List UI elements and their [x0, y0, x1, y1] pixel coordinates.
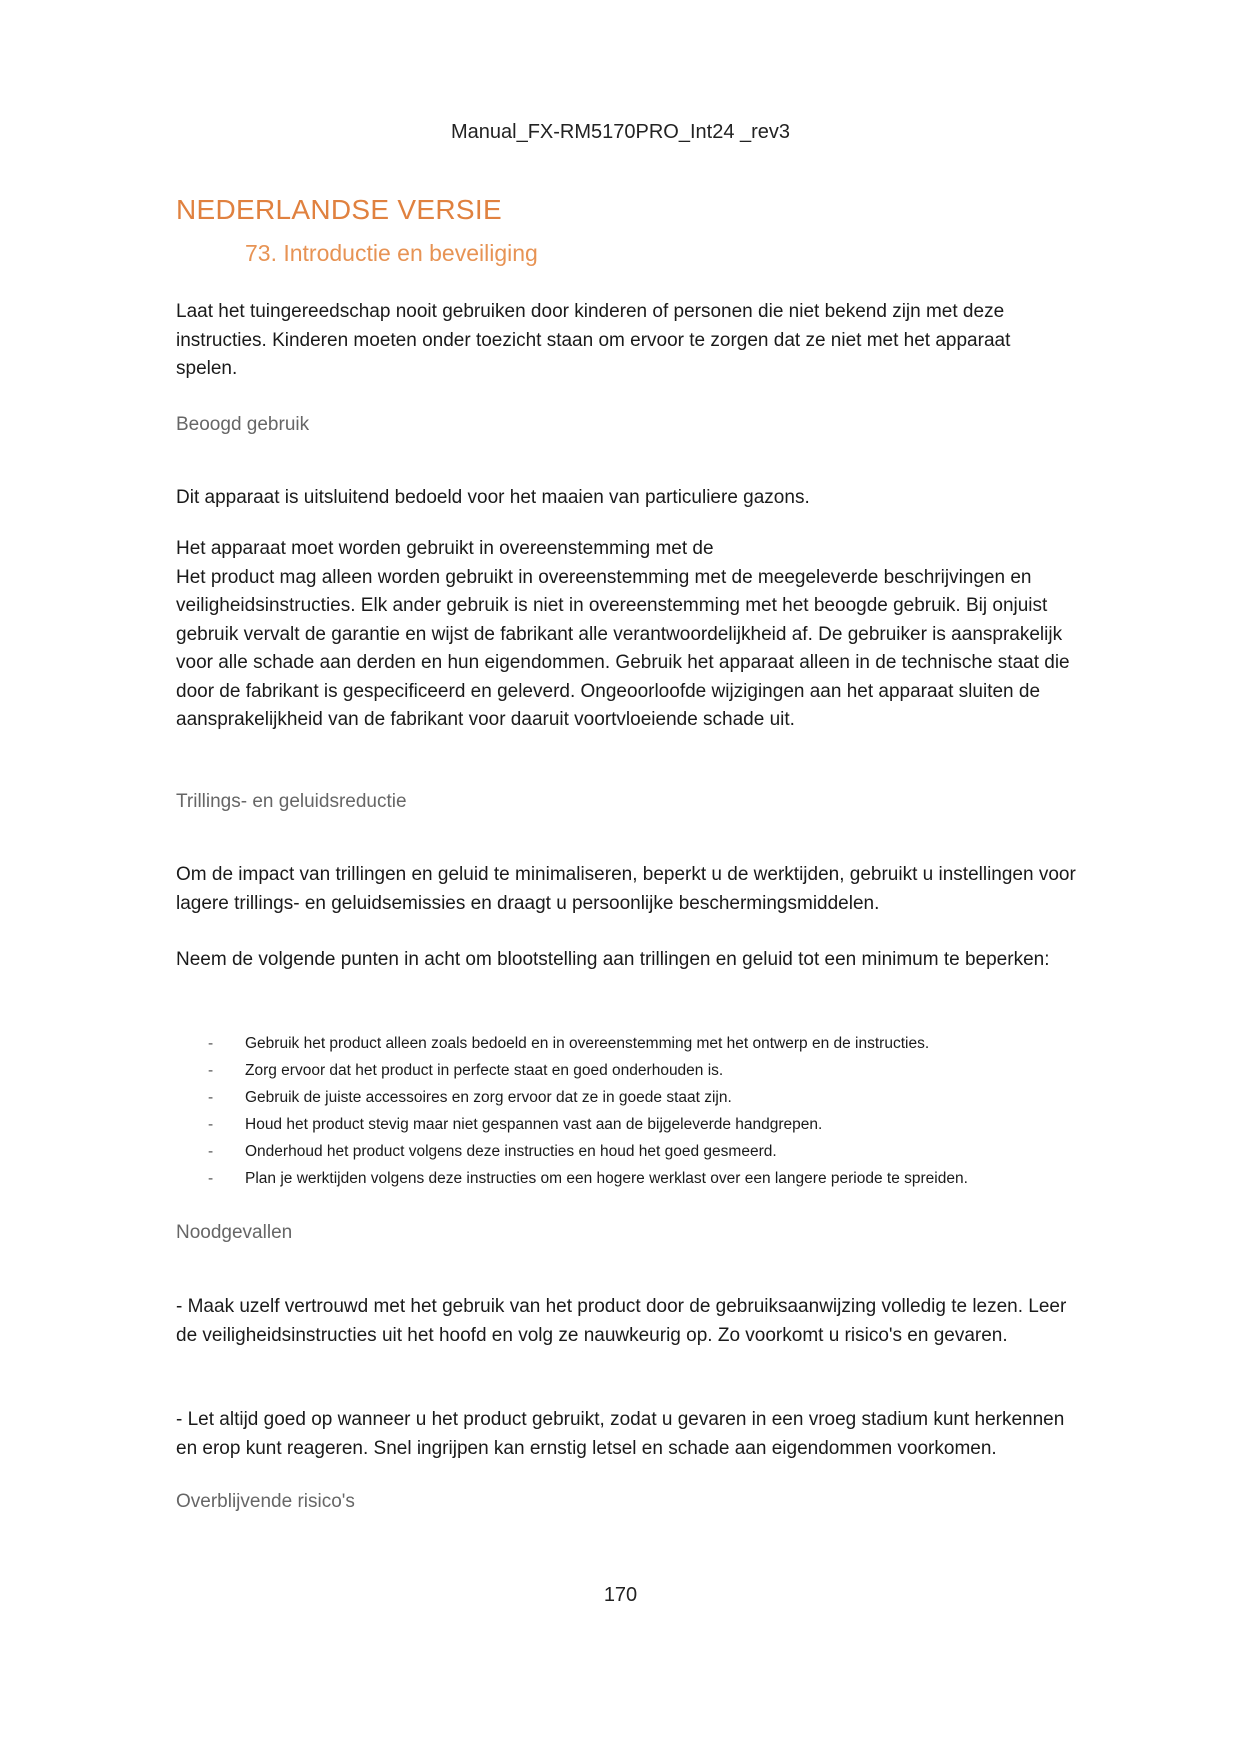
bullet-dash: - [208, 1116, 214, 1133]
emergencies-paragraph-2: - Let altijd goed op wanneer u het product gebruikt, zodat u gevaren in een vroeg stadium kunt herkennen en erop kunt reageren. Snel ingrijpen kan ernstig letsel en schade aan eigendommen voorkomen. [176, 1409, 1065, 1459]
list-item [208, 1111, 1108, 1138]
list-item [208, 1057, 1108, 1084]
list-item [208, 1030, 1108, 1057]
page-title: NEDERLANDSE VERSIE [176, 194, 502, 225]
bullet-dash: - [208, 1035, 214, 1052]
list-item-text: Houd het product stevig maar niet gespannen vast aan de bijgeleverde handgrepen. [245, 1116, 823, 1133]
list-item-text: Onderhoud het product volgens deze instructies en houd het goed gesmeerd. [245, 1143, 777, 1160]
list-item [208, 1138, 1108, 1165]
emergencies-paragraph-1: - Maak uzelf vertrouwd met het gebruik van het product door de gebruiksaanwijzing volledig te lezen. Leer de veiligheidsinstructies uit het hoofd en volg ze nauwkeurig op. Zo voorkomt u risico's en gevaren. [176, 1296, 1067, 1346]
intended-use-paragraph-1: Dit apparaat is uitsluitend bedoeld voor het maaien van particuliere gazons. [176, 487, 810, 508]
list-item [208, 1165, 1108, 1192]
intended-use-heading: Beoogd gebruik [176, 414, 310, 435]
list-item [208, 1084, 1108, 1111]
emergencies-heading: Noodgevallen [176, 1222, 293, 1243]
bullet-dash: - [208, 1170, 214, 1187]
page-number: 170 [603, 1584, 638, 1606]
list-item-text: Zorg ervoor dat het product in perfecte staat en goed onderhouden is. [245, 1062, 724, 1079]
list-item-text: Plan je werktijden volgens deze instructies om een hogere werklast over een langere periode te spreiden. [245, 1170, 968, 1187]
page-header: Manual_FX-RM5170PRO_Int24 _rev3 [450, 121, 791, 143]
bullet-dash: - [208, 1062, 214, 1079]
residual-risks-heading: Overblijvende risico's [176, 1491, 355, 1512]
vibration-bullet-list [208, 1030, 1108, 1192]
section-title: 73. Introductie en beveiliging [245, 240, 538, 266]
intended-use-paragraph-2 [176, 535, 1076, 735]
vibration-heading: Trillings- en geluidsreductie [176, 791, 407, 812]
bullet-dash: - [208, 1089, 214, 1106]
vibration-paragraph-2: Neem de volgende punten in acht om blootstelling aan trillingen en geluid tot een minimum te beperken: [176, 949, 1050, 970]
list-item-text: Gebruik de juiste accessoires en zorg ervoor dat ze in goede staat zijn. [245, 1089, 732, 1106]
intro-paragraph: Laat het tuingereedschap nooit gebruiken door kinderen of personen die niet bekend zijn met deze instructies. Kinderen moeten onder toezicht staan om ervoor te zorgen dat ze niet met het apparaat spelen. [176, 301, 1011, 379]
vibration-paragraph-1: Om de impact van trillingen en geluid te minimaliseren, beperkt u de werktijden, gebruikt u instellingen voor lagere trillings- en geluidsemissies en draagt u persoonlijke beschermingsmiddelen. [176, 864, 1076, 914]
intended-use-paragraph-2-rest: Het product mag alleen worden gebruikt in overeenstemming met de meegeleverde beschrijvingen en veiligheidsinstructies. Elk ander gebruik is niet in overeenstemming met het beoogde gebruik. Bij onjuist gebruik vervalt de garantie en wijst de fabrikant alle verantwoordelijkheid af. De gebruiker is aansprakelijk voor alle schade aan derden en hun eigendommen. Gebruik het apparaat alleen in de technische staat die door de fabrikant is gespecificeerd en geleverd. Ongeoorloofde wijzigingen aan het apparaat sluiten de aansprakelijkheid van de fabrikant voor daaruit voortvloeiende schade uit. [176, 566, 1070, 730]
list-item-text: Gebruik het product alleen zoals bedoeld en in overeenstemming met het ontwerp en de instructies. [245, 1035, 930, 1052]
bullet-dash: - [208, 1143, 214, 1160]
intended-use-paragraph-2-line1: Het apparaat moet worden gebruikt in overeenstemming met de [176, 538, 714, 559]
